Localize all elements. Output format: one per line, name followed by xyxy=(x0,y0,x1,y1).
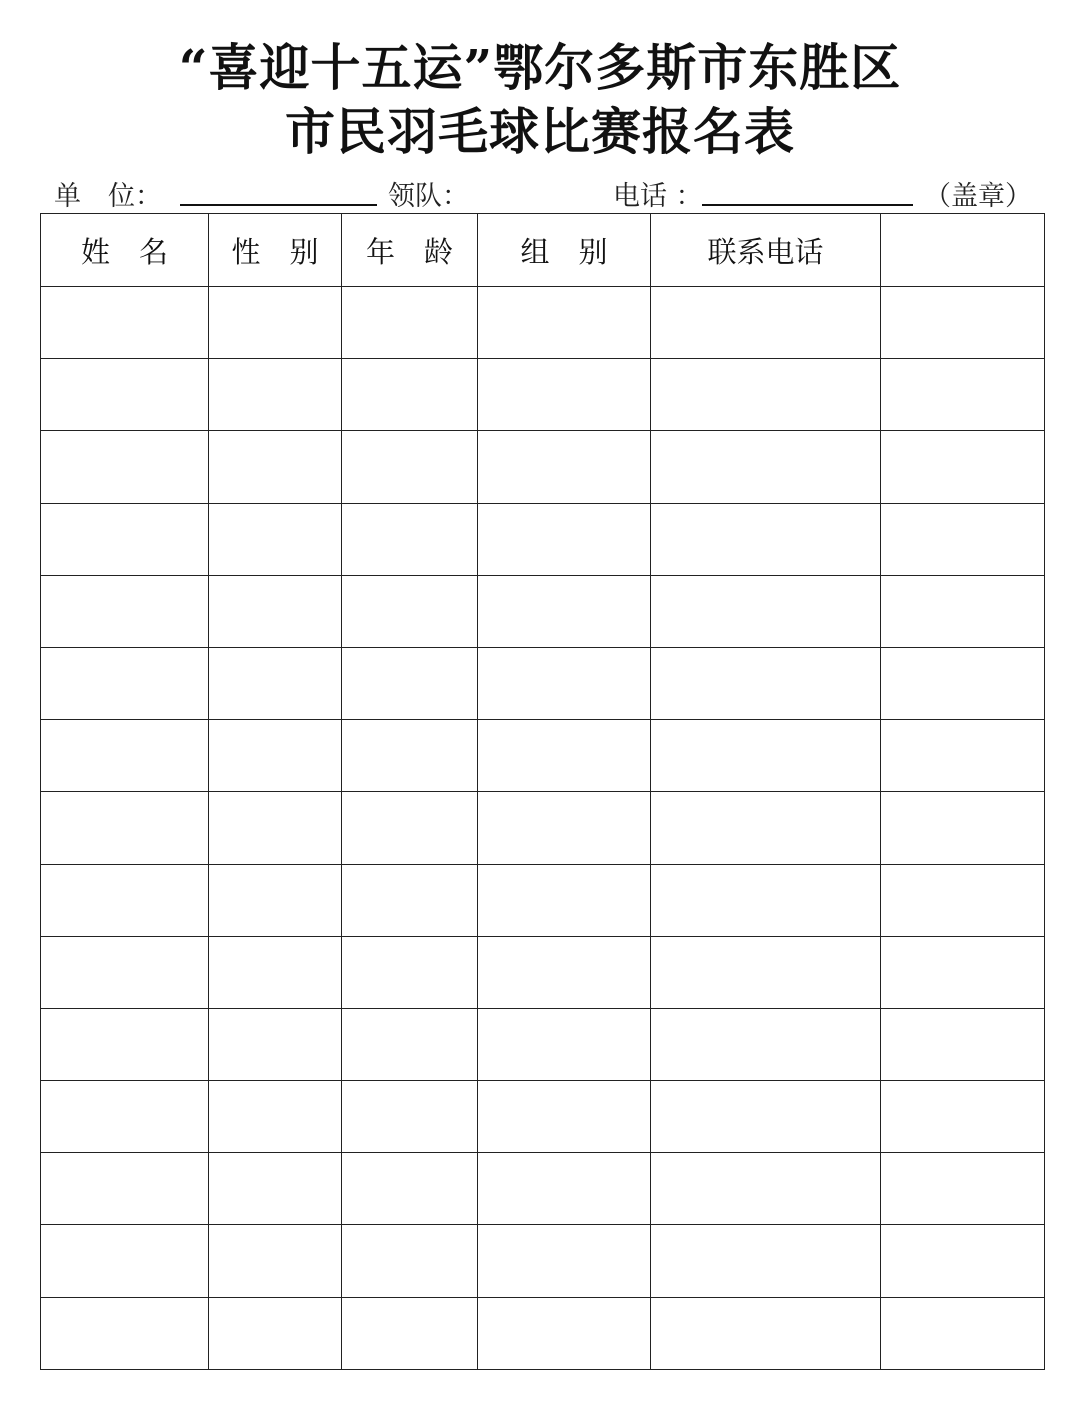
table-cell[interactable] xyxy=(478,1297,651,1369)
table-cell[interactable] xyxy=(881,1297,1045,1369)
table-cell[interactable] xyxy=(41,503,209,575)
table-cell[interactable] xyxy=(651,647,881,719)
table-cell[interactable] xyxy=(881,359,1045,431)
table-cell[interactable] xyxy=(651,503,881,575)
table-cell[interactable] xyxy=(881,1153,1045,1225)
table-cell[interactable] xyxy=(651,720,881,792)
header-age: 年 龄 xyxy=(342,214,478,287)
table-row xyxy=(41,720,1045,792)
table-row xyxy=(41,575,1045,647)
table-cell[interactable] xyxy=(209,1153,342,1225)
table-cell[interactable] xyxy=(478,936,651,1008)
table-cell[interactable] xyxy=(342,359,478,431)
table-cell[interactable] xyxy=(209,1297,342,1369)
table-cell[interactable] xyxy=(478,575,651,647)
table-cell[interactable] xyxy=(651,1225,881,1297)
table-cell[interactable] xyxy=(41,792,209,864)
table-cell[interactable] xyxy=(342,936,478,1008)
table-cell[interactable] xyxy=(209,1081,342,1153)
seal-label: （盖章） xyxy=(924,181,1032,212)
table-cell[interactable] xyxy=(478,720,651,792)
table-cell[interactable] xyxy=(41,864,209,936)
table-cell[interactable] xyxy=(881,1225,1045,1297)
table-cell[interactable] xyxy=(881,431,1045,503)
table-row xyxy=(41,359,1045,431)
table-cell[interactable] xyxy=(478,1008,651,1080)
table-cell[interactable] xyxy=(342,792,478,864)
table-cell[interactable] xyxy=(342,287,478,359)
unit-underline xyxy=(180,204,377,206)
table-row xyxy=(41,647,1045,719)
table-cell[interactable] xyxy=(881,864,1045,936)
table-cell[interactable] xyxy=(41,1225,209,1297)
table-cell[interactable] xyxy=(209,1008,342,1080)
table-cell[interactable] xyxy=(209,287,342,359)
table-cell[interactable] xyxy=(342,720,478,792)
table-cell[interactable] xyxy=(209,792,342,864)
table-cell[interactable] xyxy=(209,936,342,1008)
table-cell[interactable] xyxy=(41,575,209,647)
table-cell[interactable] xyxy=(881,287,1045,359)
table-cell[interactable] xyxy=(881,575,1045,647)
table-cell[interactable] xyxy=(478,647,651,719)
table-cell[interactable] xyxy=(478,1225,651,1297)
table-cell[interactable] xyxy=(342,1297,478,1369)
phone-underline xyxy=(702,204,913,206)
table-cell[interactable] xyxy=(209,431,342,503)
registration-table xyxy=(40,213,1045,1370)
table-row xyxy=(41,792,1045,864)
table-row xyxy=(41,1225,1045,1297)
phone-label: 电话 ： xyxy=(613,181,703,212)
table-cell[interactable] xyxy=(651,1081,881,1153)
table-cell[interactable] xyxy=(209,1225,342,1297)
table-cell[interactable] xyxy=(41,359,209,431)
table-cell[interactable] xyxy=(478,1153,651,1225)
table-row xyxy=(41,1008,1045,1080)
table-row xyxy=(41,287,1045,359)
table-cell[interactable] xyxy=(209,359,342,431)
table-cell[interactable] xyxy=(342,1153,478,1225)
table-row xyxy=(41,431,1045,503)
table-row xyxy=(41,1153,1045,1225)
table-cell[interactable] xyxy=(881,792,1045,864)
table-cell[interactable] xyxy=(478,503,651,575)
header-phone: 联系电话 xyxy=(651,214,881,287)
table-cell[interactable] xyxy=(651,792,881,864)
table-cell[interactable] xyxy=(651,431,881,503)
table-row xyxy=(41,1081,1045,1153)
table-cell[interactable] xyxy=(651,1008,881,1080)
table-cell[interactable] xyxy=(342,575,478,647)
table-cell[interactable] xyxy=(881,647,1045,719)
leader-label: 领队： xyxy=(388,181,469,212)
table-cell[interactable] xyxy=(41,1297,209,1369)
header-gender: 性 别 xyxy=(209,214,342,287)
title-line-2: 市民羽毛球比赛报名表 xyxy=(285,102,795,161)
table-cell[interactable] xyxy=(342,1225,478,1297)
table-header-row xyxy=(41,214,1045,287)
table-cell[interactable] xyxy=(478,792,651,864)
table-cell[interactable] xyxy=(41,431,209,503)
table-cell[interactable] xyxy=(478,431,651,503)
table-cell[interactable] xyxy=(651,1153,881,1225)
table-cell[interactable] xyxy=(478,864,651,936)
table-row xyxy=(41,1297,1045,1369)
table-cell[interactable] xyxy=(342,503,478,575)
header-blank xyxy=(881,214,1045,287)
table-cell[interactable] xyxy=(41,936,209,1008)
header-name: 姓 名 xyxy=(41,214,209,287)
table-row xyxy=(41,864,1045,936)
table-cell[interactable] xyxy=(881,1008,1045,1080)
title-line-1: “喜迎十五运”鄂尔多斯市东胜区 xyxy=(178,38,902,97)
table-cell[interactable] xyxy=(342,647,478,719)
table-cell[interactable] xyxy=(41,1081,209,1153)
unit-label: 单 位： xyxy=(54,181,162,212)
table-cell[interactable] xyxy=(478,1081,651,1153)
table-cell[interactable] xyxy=(41,647,209,719)
table-cell[interactable] xyxy=(651,287,881,359)
table-cell[interactable] xyxy=(881,1081,1045,1153)
info-row xyxy=(0,170,1080,214)
table-row xyxy=(41,936,1045,1008)
table-cell[interactable] xyxy=(651,1297,881,1369)
table-cell[interactable] xyxy=(209,575,342,647)
table-cell[interactable] xyxy=(41,287,209,359)
table-cell[interactable] xyxy=(651,575,881,647)
table-cell[interactable] xyxy=(209,720,342,792)
table-cell[interactable] xyxy=(881,503,1045,575)
table-cell[interactable] xyxy=(651,359,881,431)
table-body xyxy=(41,287,1045,1370)
table-cell[interactable] xyxy=(41,1008,209,1080)
header-group: 组 别 xyxy=(478,214,651,287)
table-cell[interactable] xyxy=(209,503,342,575)
table-cell[interactable] xyxy=(41,720,209,792)
table-cell[interactable] xyxy=(478,359,651,431)
table-cell[interactable] xyxy=(342,1081,478,1153)
table-cell[interactable] xyxy=(478,287,651,359)
table-row xyxy=(41,503,1045,575)
table-cell[interactable] xyxy=(651,936,881,1008)
table-cell[interactable] xyxy=(342,431,478,503)
table-cell[interactable] xyxy=(651,864,881,936)
table-cell[interactable] xyxy=(209,647,342,719)
table-cell[interactable] xyxy=(342,864,478,936)
table-cell[interactable] xyxy=(41,1153,209,1225)
table-cell[interactable] xyxy=(881,936,1045,1008)
table-cell[interactable] xyxy=(209,864,342,936)
table-cell[interactable] xyxy=(342,1008,478,1080)
table-cell[interactable] xyxy=(881,720,1045,792)
